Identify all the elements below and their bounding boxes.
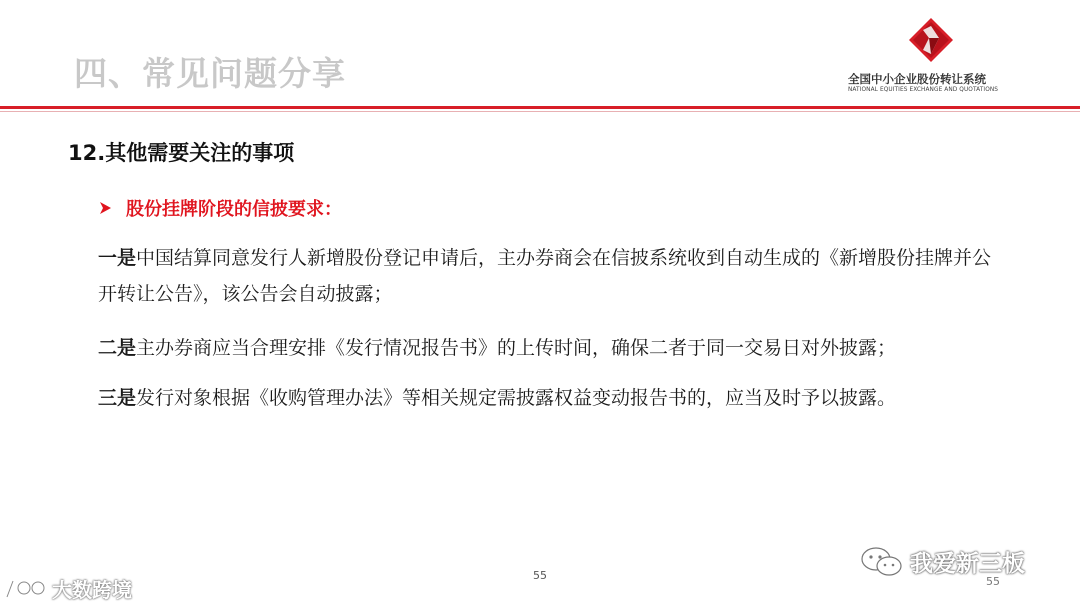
wechat-icon xyxy=(860,546,904,578)
watermark-right xyxy=(860,545,1025,578)
paragraph-lead: 一是 xyxy=(98,247,137,269)
logo-english-name: NATIONAL EQUITIES EXCHANGE AND QUOTATIONS xyxy=(848,87,999,93)
paragraph-2 xyxy=(98,330,998,366)
neeq-logo-icon xyxy=(909,18,953,62)
paragraph-lead: 三是 xyxy=(98,387,137,409)
paragraph-3 xyxy=(98,380,998,416)
header-divider xyxy=(0,106,1080,109)
arrow-bullet-icon xyxy=(98,201,112,215)
paragraph-text: 发行对象根据《收购管理办法》等相关规定需披露权益变动报告书的，应当及时予以披露。 xyxy=(136,387,897,409)
watermark-right-text: 我爱新三板 xyxy=(910,551,1025,577)
bullet-text: 股份挂牌阶段的信披要求： xyxy=(126,199,342,220)
paragraph-1 xyxy=(98,240,998,312)
watermark-left xyxy=(4,574,132,603)
logo-chinese-name: 全国中小企业股份转让系统 xyxy=(848,72,986,86)
paragraph-lead: 二是 xyxy=(98,337,137,359)
watermark-logo-icon xyxy=(4,577,48,601)
paragraph-text: 中国结算同意发行人新增股份登记申请后，主办券商会在信披系统收到自动生成的《新增股份挂牌并公开转让公告》，该公告会自动披露； xyxy=(98,247,992,305)
section-title: 四、常见问题分享 xyxy=(74,54,346,93)
watermark-left-text: 大数跨境 xyxy=(52,578,132,602)
paragraph-text: 主办券商应当合理安排《发行情况报告书》的上传时间，确保二者于同一交易日对外披露； xyxy=(136,337,897,359)
page-number: 55 xyxy=(533,569,547,582)
page-number-corner: 55 xyxy=(986,575,1000,588)
header-divider-thin xyxy=(0,111,1080,112)
subheading: 12.其他需要关注的事项 xyxy=(68,141,295,165)
bullet-item xyxy=(98,195,342,221)
